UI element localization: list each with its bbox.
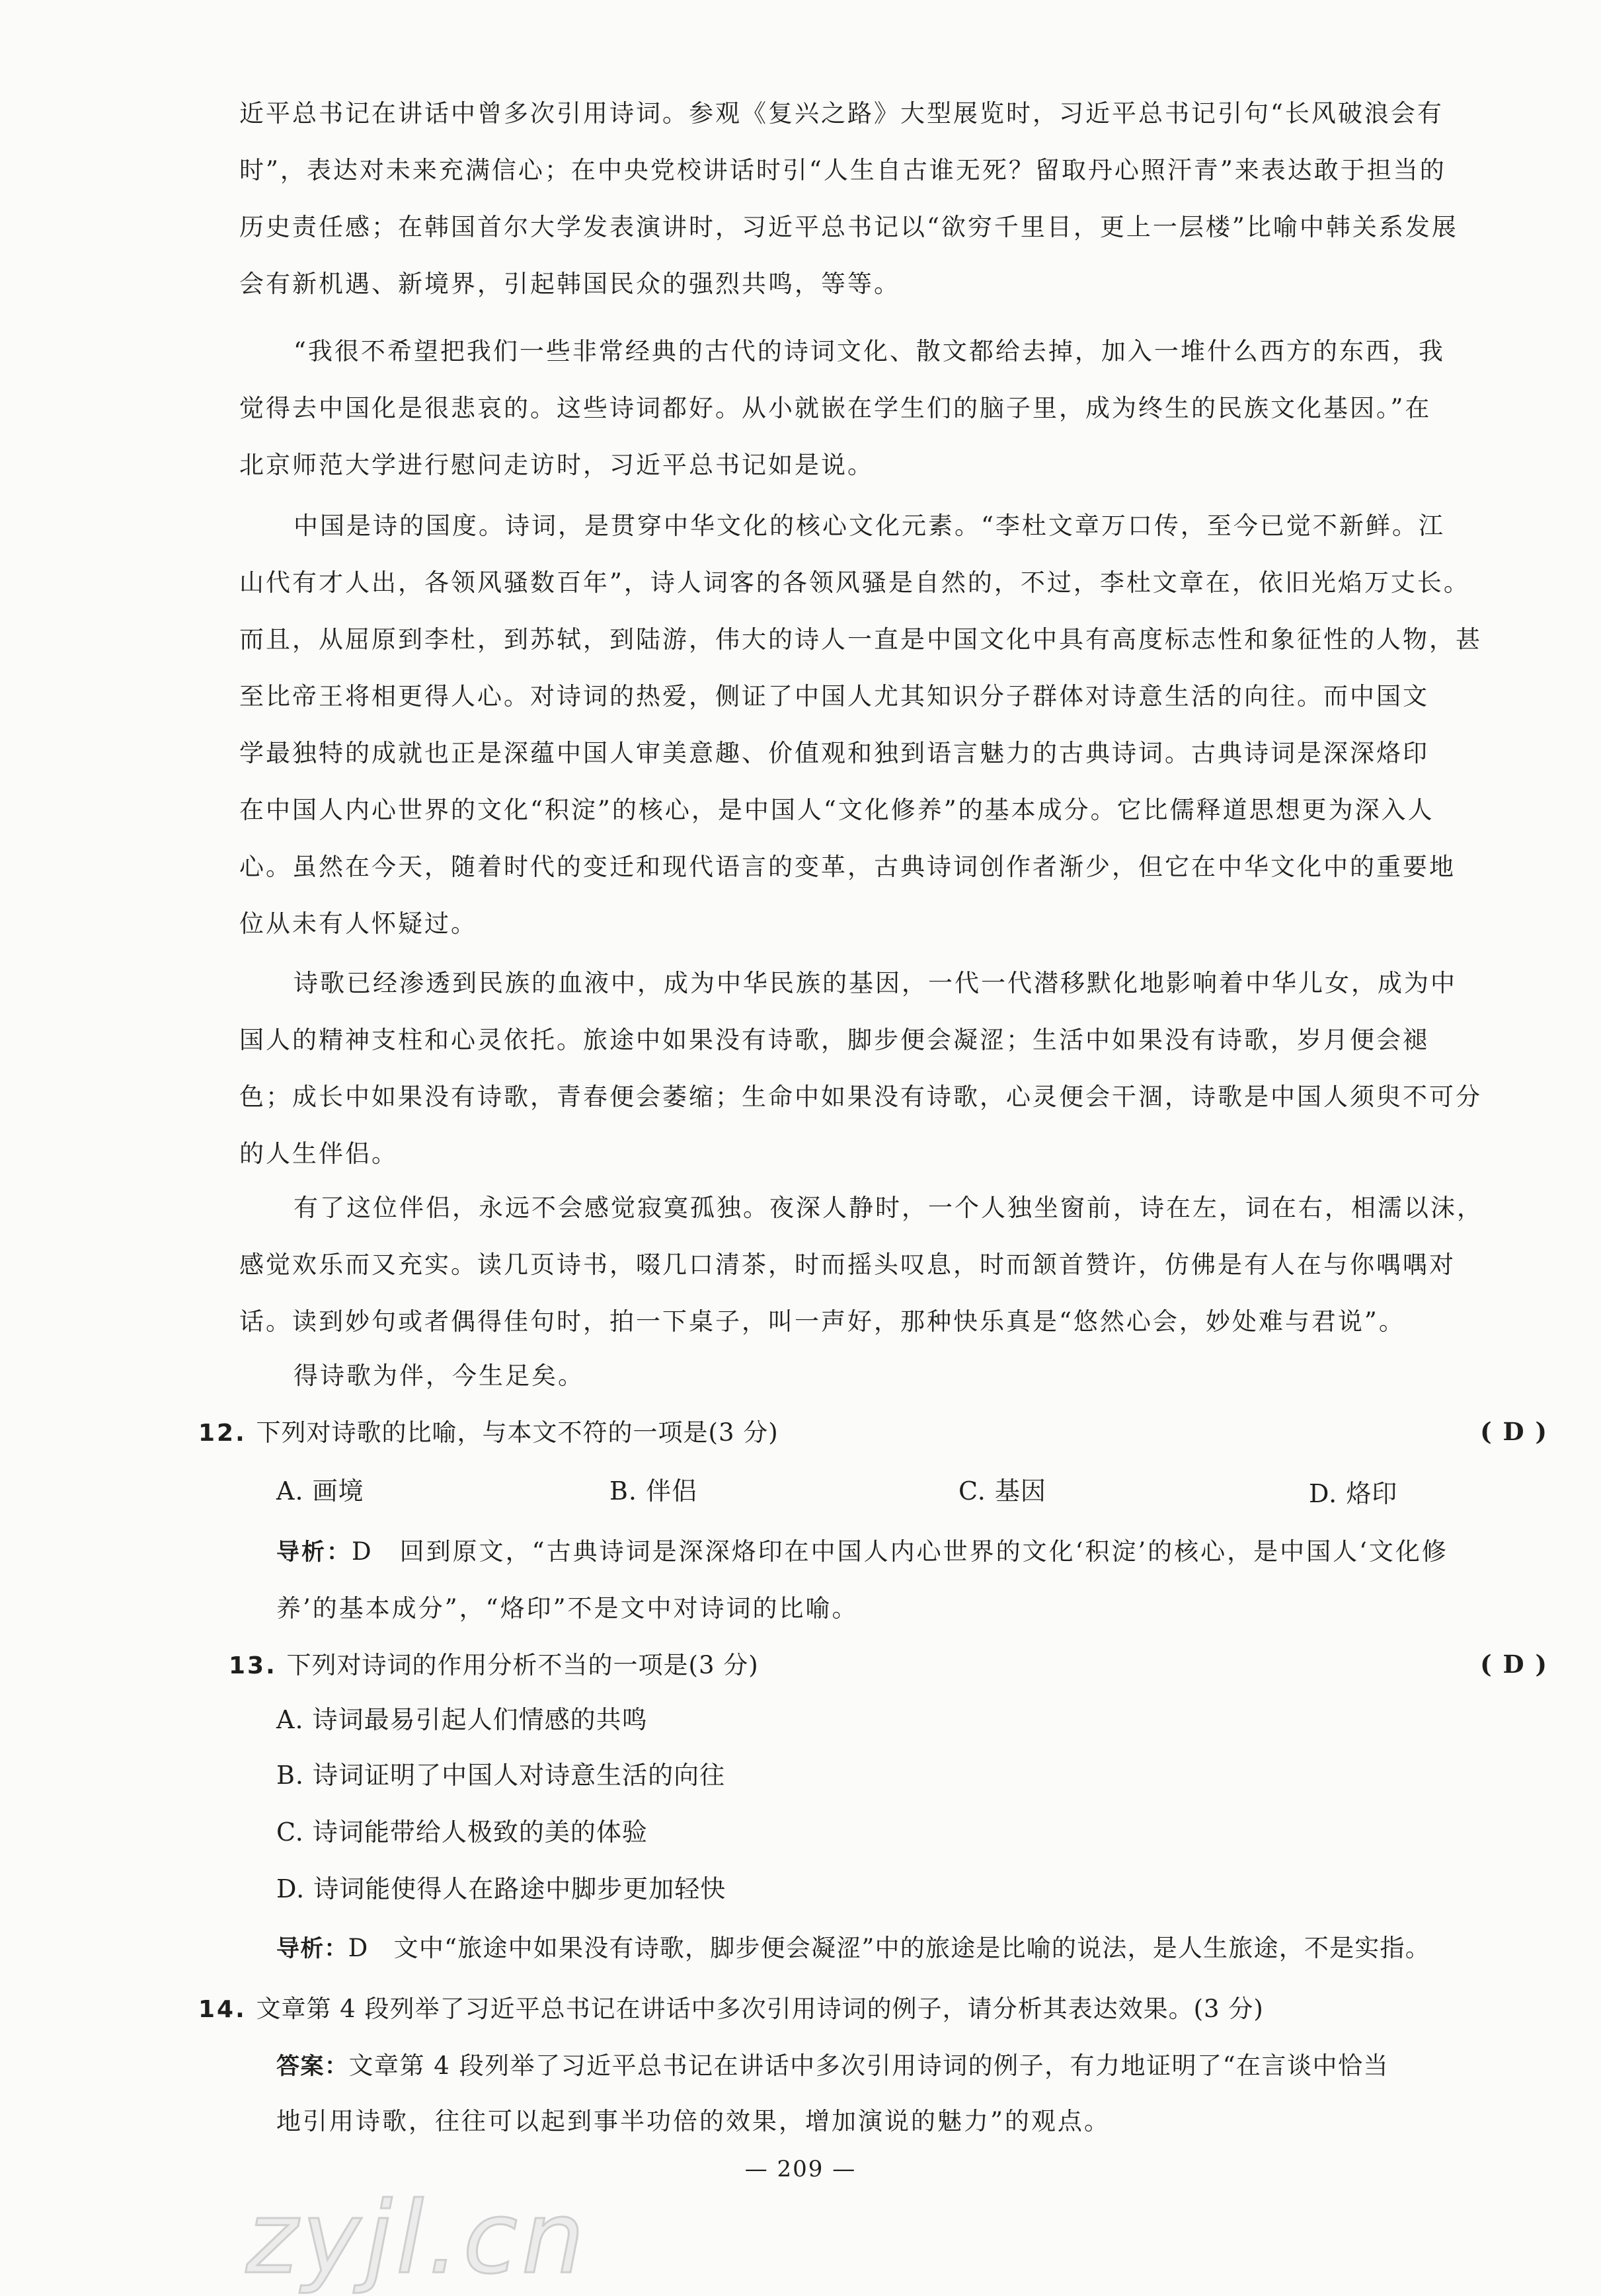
answer-label: 答案： — [276, 2053, 349, 2080]
explanation — [276, 1532, 1548, 1572]
text-line: 的人生伴侣。 — [239, 1139, 398, 1168]
answer-mark: ( D ) — [1480, 1650, 1548, 1679]
text-line: 色；成长中如果没有诗歌，青春便会萎缩；生命中如果没有诗歌，心灵便会干涸，诗歌是中国人须臾不可分 — [239, 1083, 1482, 1111]
text-line: 学最独特的成就也正是深蕴中国人审美意趣、价值观和独到语言魅力的古典诗词。古典诗词是深深烙印 — [239, 739, 1429, 767]
option-b: B. 诗词证明了中国人对诗意生活的向往 — [276, 1761, 726, 1790]
question-number: 12. — [198, 1420, 247, 1447]
explanation — [276, 1929, 1548, 1969]
text-line: 中国是诗的国度。诗词，是贯穿中华文化的核心文化元素。“李杜文章万口传，至今已觉不新鲜。江 — [293, 512, 1445, 540]
watermark: zyjl.cn — [246, 2181, 589, 2296]
option-d: D. 烙印 — [1309, 1479, 1398, 1508]
text-line: 至比帝王将相更得人心。对诗词的热爱，侧证了中国人尤其知识分子群体对诗意生活的向往。而中国文 — [239, 682, 1429, 710]
text-line: 而且，从屈原到李杜，到苏轼，到陆游，伟大的诗人一直是中国文化中具有高度标志性和象征性的人物，甚 — [239, 625, 1482, 654]
text-line: 北京师范大学进行慰问走访时，习近平总书记如是说。 — [239, 451, 874, 479]
text-line: 历史责任感；在韩国首尔大学发表演讲时，习近平总书记以“欲穷千里目，更上一层楼”比喻中韩关系发展 — [239, 213, 1458, 241]
option-a: A. 画境 — [276, 1476, 364, 1506]
option-a: A. 诗词最易引起人们情感的共鸣 — [276, 1705, 648, 1734]
text-line: “我很不希望把我们一些非常经典的古代的诗词文化、散文都给去掉，加入一堆什么西方的东西，我 — [293, 337, 1445, 365]
question-stem — [198, 1989, 1507, 2030]
explanation-label: 导析： — [276, 1936, 348, 1962]
text-line: 近平总书记在讲话中曾多次引用诗词。参观《复兴之路》大型展览时，习近平总书记引句“长风破浪会有 — [239, 99, 1444, 128]
text-line: 话。读到妙句或者偶得佳句时，拍一下桌子，叫一声好，那种快乐真是“悠然心会，妙处难与君说”。 — [239, 1307, 1405, 1336]
question-stem — [198, 1413, 1507, 1453]
explanation-text: 养’的基本成分”，“烙印”不是文中对诗词的比喻。 — [276, 1594, 859, 1623]
text-line: 会有新机遇、新境界，引起韩国民众的强烈共鸣，等等。 — [239, 270, 900, 298]
explanation-text: D 文中“旅途中如果没有诗歌，脚步便会凝涩”中的旅途是比喻的说法，是人生旅途，不是实指。 — [348, 1934, 1430, 1962]
explanation-label: 导析： — [276, 1539, 352, 1566]
text-line: 心。虽然在今天，随着时代的变迁和现代语言的变革，古典诗词创作者渐少，但它在中华文化中的重要地 — [239, 853, 1456, 881]
option-c: C. 基因 — [958, 1476, 1046, 1506]
text-line: 时”，表达对未来充满信心；在中央党校讲话时引“人生自古谁无死？留取丹心照汗青”来表达敢于担当的 — [239, 156, 1446, 184]
answer-text: 文章第 4 段列举了习近平总书记在讲话中多次引用诗词的例子，有力地证明了“在言谈中恰当 — [348, 2051, 1389, 2080]
text-line: 诗歌已经渗透到民族的血液中，成为中华民族的基因，一代一代潜移默化地影响着中华儿女，成为中 — [293, 969, 1457, 997]
answer — [276, 2046, 1548, 2086]
question-number: 14. — [198, 1996, 247, 2023]
text-line: 位从未有人怀疑过。 — [239, 909, 477, 938]
question-text: 下列对诗歌的比喻，与本文不符的一项是(3 分) — [256, 1418, 779, 1447]
option-c: C. 诗词能带给人极致的美的体验 — [276, 1818, 648, 1847]
text-line: 在中国人内心世界的文化“积淀”的核心，是中国人“文化修养”的基本成分。它比儒释道思想更为深入人 — [239, 796, 1434, 824]
text-line: 有了这位伴侣，永远不会感觉寂寞孤独。夜深人静时，一个人独坐窗前，诗在左，词在右，相濡以沫， — [293, 1194, 1483, 1222]
text-line: 国人的精神支柱和心灵依托。旅途中如果没有诗歌，脚步便会凝涩；生活中如果没有诗歌，岁月便会褪 — [239, 1026, 1429, 1054]
option-b: B. 伴侣 — [609, 1476, 698, 1506]
text-line: 得诗歌为伴，今生足矣。 — [293, 1361, 584, 1390]
question-text: 文章第 4 段列举了习近平总书记在讲话中多次引用诗词的例子，请分析其表达效果。(3 分) — [256, 1995, 1264, 2023]
text-line: 感觉欢乐而又充实。读几页诗书，啜几口清茶，时而摇头叹息，时而颔首赞许，仿佛是有人在与你喁喁对 — [239, 1250, 1456, 1279]
text-line: 山代有才人出，各领风骚数百年”，诗人词客的各领风骚是自然的，不过，李杜文章在，依旧光焰万丈长。 — [239, 568, 1470, 597]
explanation-text: D 回到原文，“古典诗词是深深烙印在中国人内心世界的文化‘积淀’的核心，是中国人‘文化修 — [352, 1537, 1448, 1566]
answer-text: 地引用诗歌，往往可以起到事半功倍的效果，增加演说的魅力”的观点。 — [276, 2107, 1111, 2135]
question-text: 下列对诗词的作用分析不当的一项是(3 分) — [286, 1651, 759, 1679]
text-line: 觉得去中国化是很悲哀的。这些诗词都好。从小就嵌在学生们的脑子里，成为终生的民族文化基因。”在 — [239, 394, 1432, 422]
answer-mark: ( D ) — [1480, 1417, 1548, 1446]
page-number: — 209 — — [744, 2156, 857, 2182]
question-number: 13. — [229, 1652, 277, 1679]
question-stem — [229, 1646, 1538, 1686]
option-d: D. 诗词能使得人在路途中脚步更加轻快 — [276, 1874, 726, 1903]
